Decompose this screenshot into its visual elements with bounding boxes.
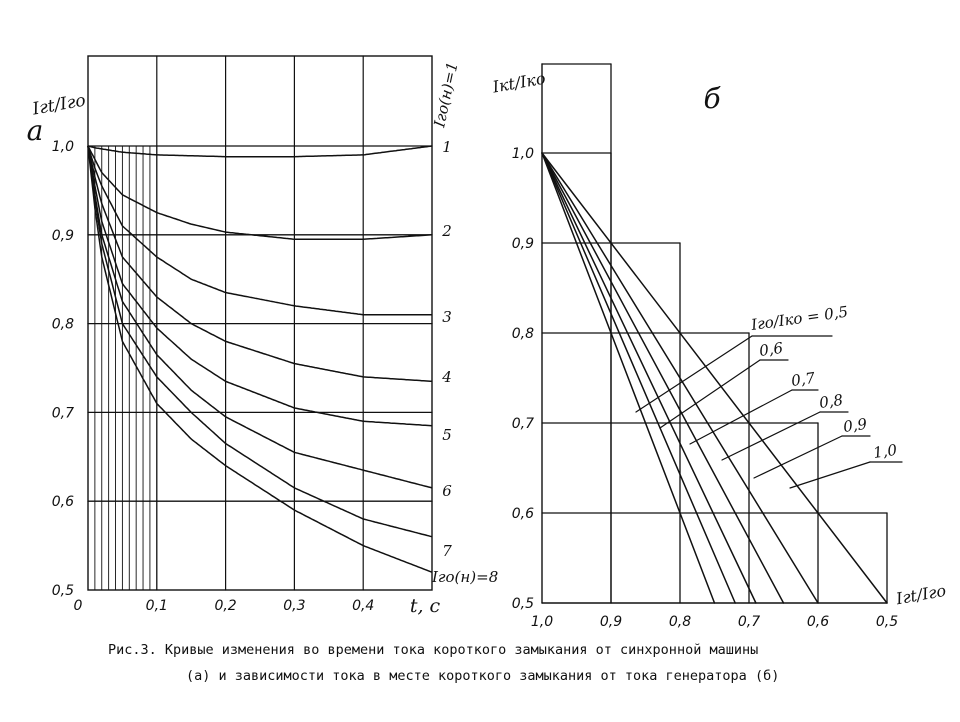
chart-a-top-series-label: Iго(н)=1	[430, 60, 462, 129]
chart-b-series-label-0,8: 0,8	[818, 390, 845, 412]
chart-a-bottom-series-label: Iго(н)=8	[432, 568, 499, 586]
chart-a-xtick-label: 0	[73, 598, 83, 614]
chart-a-series-label-4: 4	[442, 368, 452, 386]
chart-b-xtick-label: 1,0	[530, 614, 554, 630]
chart-b-series-label-0,6: 0,6	[758, 338, 785, 360]
chart-a-curve-6	[88, 146, 432, 488]
chart-a-ytick-label: 0,7	[51, 405, 74, 422]
chart-b-leader	[690, 390, 792, 444]
chart-b-ylabel: Iкt/Iко	[491, 68, 547, 97]
chart-b-leader	[790, 462, 870, 488]
chart-a-series-label-6: 6	[442, 482, 452, 500]
chart-b-series-label-1,0: 1,0	[872, 440, 899, 462]
chart-b-line-0,8	[542, 153, 756, 603]
chart-a-ytick-label: 0,8	[51, 316, 74, 333]
chart-b-xtick-label: 0,6	[806, 614, 830, 630]
chart-a-xtick-label: 0,3	[283, 598, 306, 614]
chart-a-xtick-label: 0,4	[352, 598, 375, 614]
figure-caption-line-2: (а) и зависимости тока в месте короткого замыкания от тока генератора (б)	[186, 668, 780, 684]
chart-b-xtick-label: 0,8	[668, 614, 692, 630]
chart-a-curve-5	[88, 146, 432, 426]
chart-b-line-0,7	[542, 153, 784, 603]
chart-a-curve-1	[88, 146, 432, 157]
figure-caption-line-1: Рис.3. Кривые изменения во времени тока короткого замыкания от синхронной машины	[108, 642, 759, 658]
chart-b-series-label-0,9: 0,9	[842, 414, 869, 436]
chart-b-line-0,9	[542, 153, 735, 603]
chart-b-panel-label: б	[703, 82, 721, 115]
chart-b-ytick-label: 1,0	[511, 146, 534, 162]
chart-b-xtick-label: 0,5	[875, 614, 899, 630]
chart-a-ytick-label: 0,5	[51, 583, 74, 599]
chart-a-series-label-5: 5	[442, 426, 452, 444]
chart-a-ytick-label: 0,6	[51, 494, 74, 511]
chart-a-panel-label: а	[26, 114, 44, 147]
chart-b-xlabel: Iгt/Iго	[894, 580, 948, 609]
chart-a-curve-7	[88, 146, 432, 537]
chart-a-series-label-3: 3	[442, 308, 452, 326]
chart-a-curve-4	[88, 146, 432, 381]
chart-b-leader	[754, 436, 842, 478]
chart-a-ytick-label: 1,0	[51, 139, 74, 155]
chart-b-xtick-label: 0,7	[737, 614, 761, 630]
chart-a-xlabel: t, с	[409, 595, 441, 617]
chart-b-line-0,5	[542, 153, 887, 603]
chart-a-curve-8	[88, 146, 432, 572]
chart-a-ylabel: Iгt/Iго	[31, 90, 88, 120]
chart-a-ytick-label: 0,9	[51, 227, 74, 244]
chart-a-series-label-7: 7	[442, 542, 452, 560]
chart-a	[27, 56, 499, 617]
chart-b-ytick-label: 0,6	[511, 506, 534, 522]
chart-b-series-label-0,5: Iго/Iко = 0,5	[750, 302, 850, 334]
chart-b-ytick-label: 0,8	[511, 326, 534, 342]
chart-b	[490, 64, 947, 630]
chart-b-xtick-label: 0,9	[599, 614, 623, 630]
chart-b-ytick-label: 0,7	[511, 416, 534, 432]
chart-a-series-label-2: 2	[442, 222, 452, 240]
chart-b-ytick-label: 0,9	[511, 236, 534, 252]
chart-a-curve-2	[88, 146, 432, 239]
chart-b-ytick-label: 0,5	[511, 596, 534, 612]
chart-a-xtick-label: 0,2	[214, 598, 237, 614]
chart-a-series-label-1: 1	[442, 138, 452, 156]
chart-a-curve-3	[88, 146, 432, 315]
chart-b-series-label-0,7: 0,7	[790, 368, 817, 390]
chart-a-xtick-label: 0,1	[145, 598, 168, 614]
